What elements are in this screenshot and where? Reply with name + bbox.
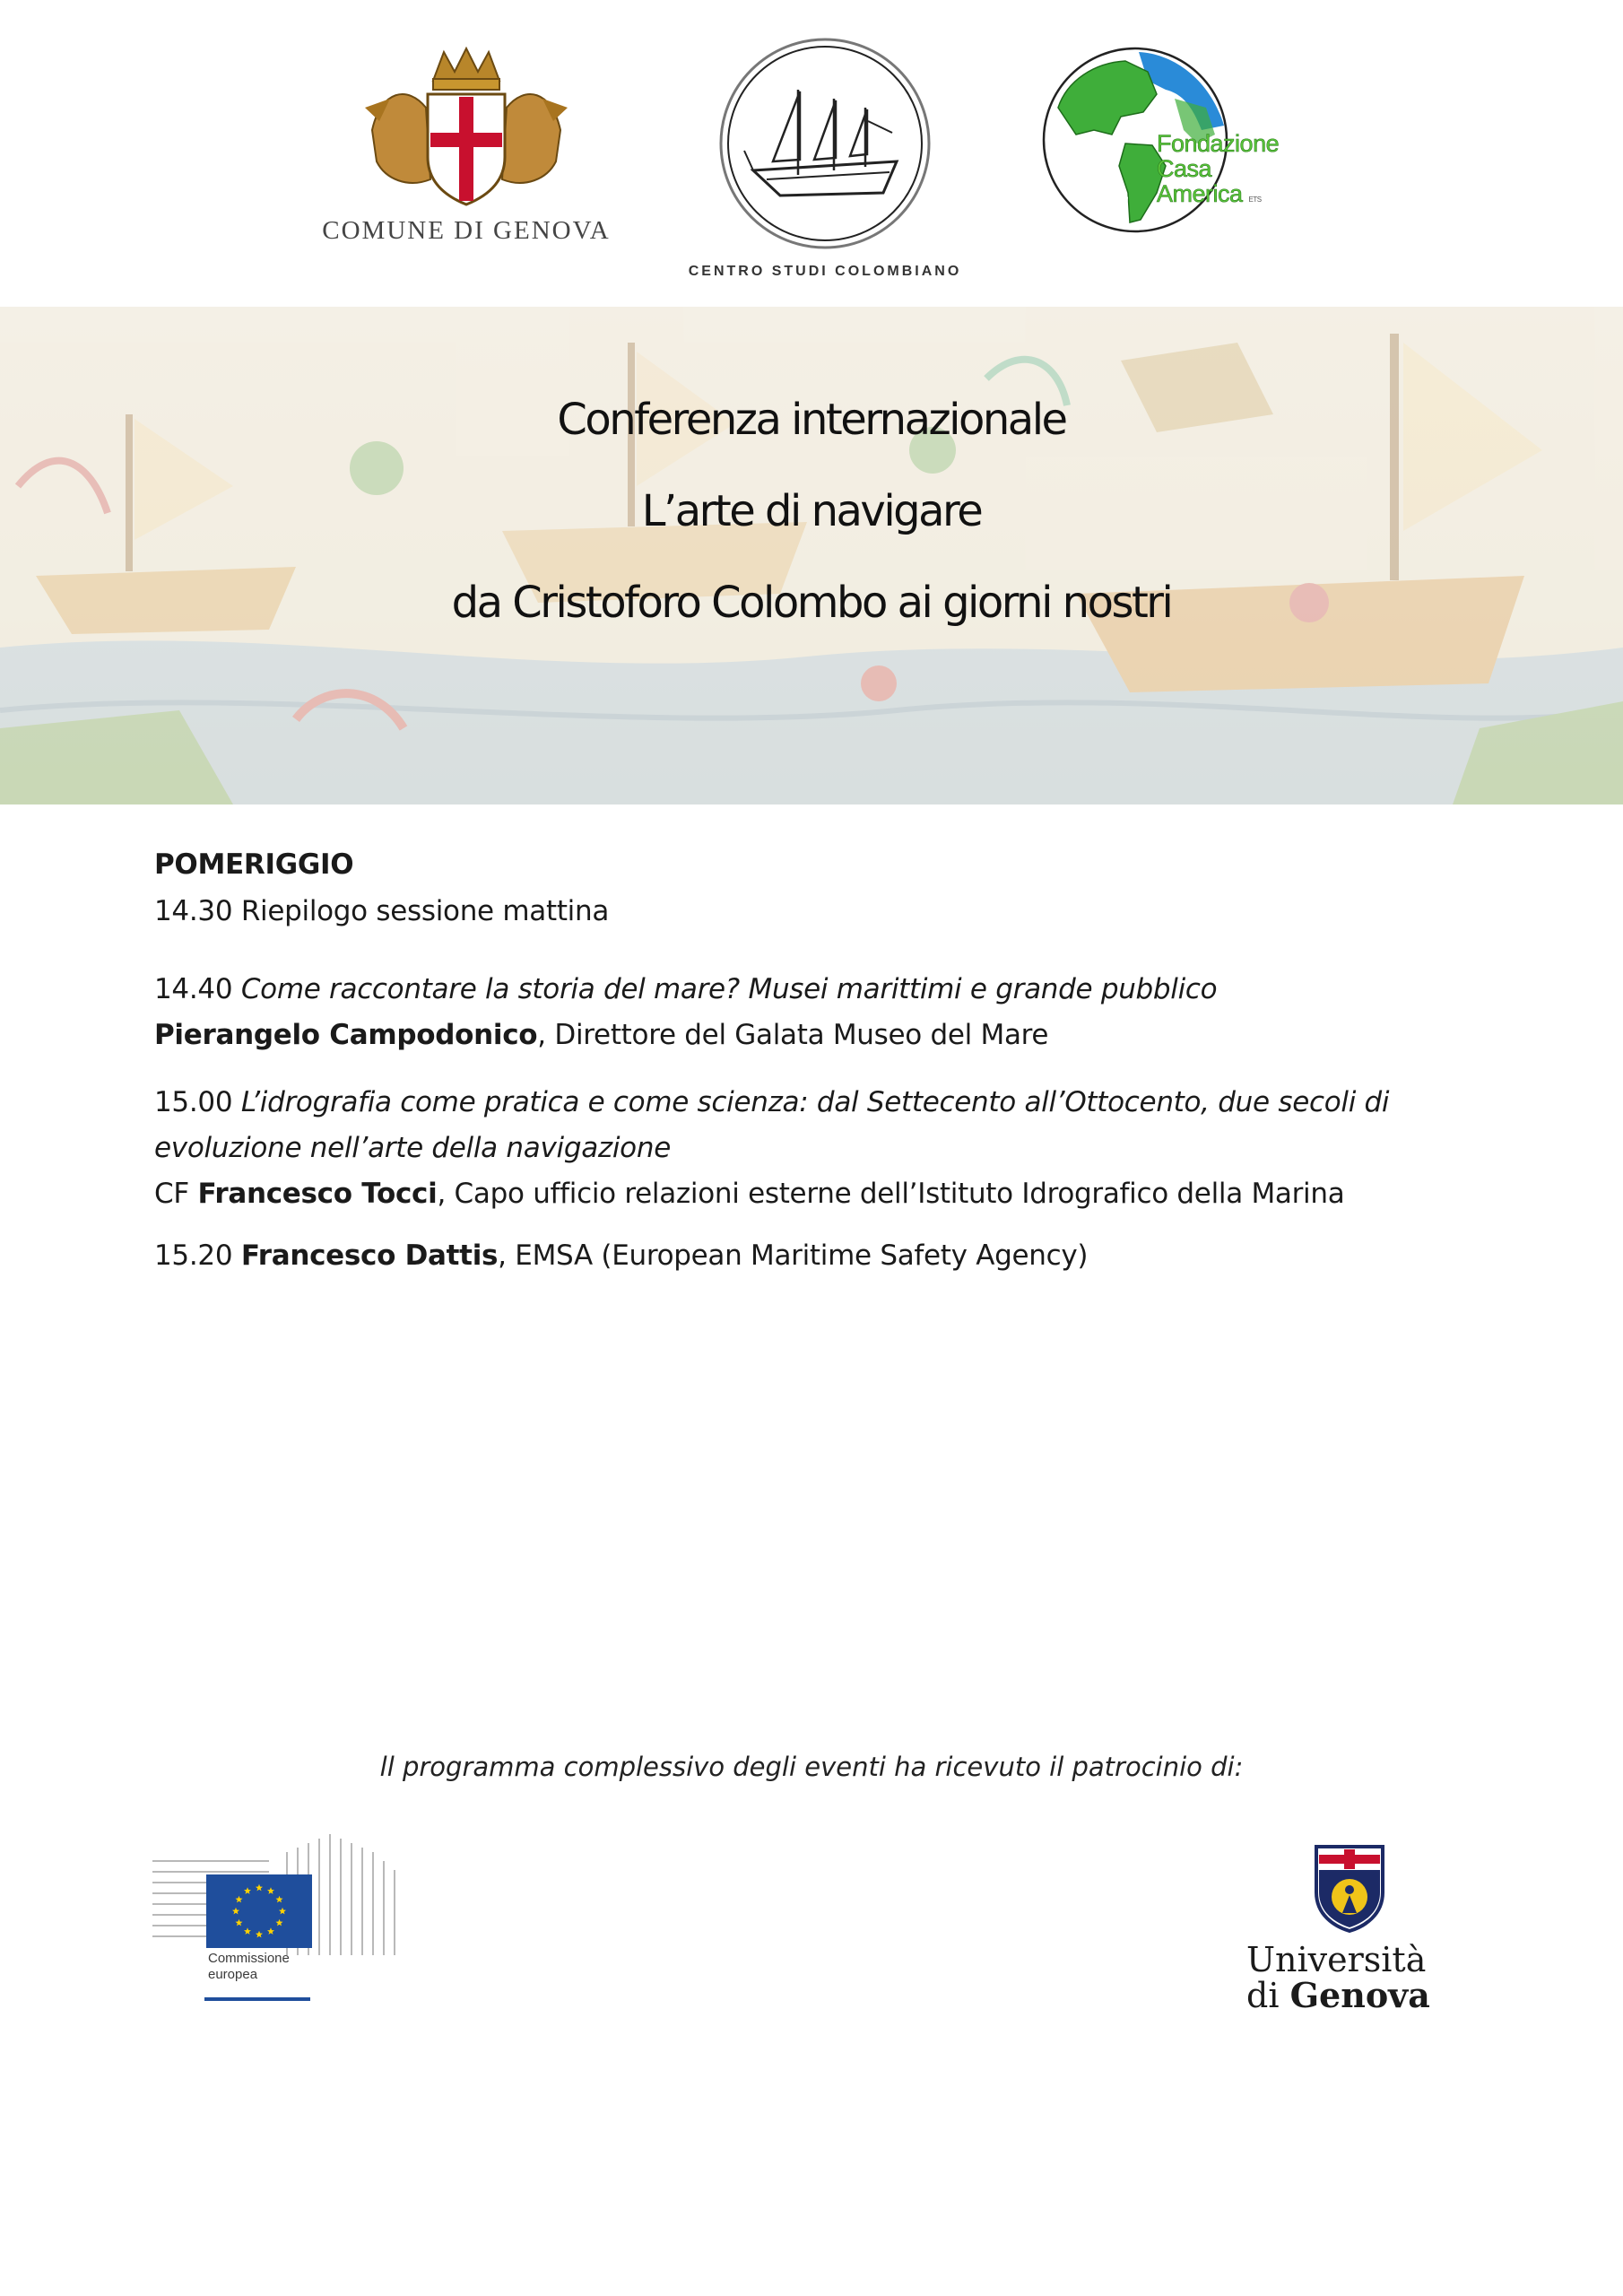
item-2-time: 14.40	[154, 973, 233, 1005]
item-3-time: 15.00	[154, 1086, 233, 1118]
item-1-time: 14.30	[154, 895, 233, 927]
item-2-speaker: Pierangelo Campodonico	[154, 1019, 538, 1051]
eu-caption	[208, 1951, 290, 1983]
program-item-4	[154, 1232, 1088, 1279]
item-1-text: Riepilogo sessione mattina	[240, 895, 610, 927]
program-item-1	[154, 888, 609, 935]
program-item-2	[154, 966, 1217, 1013]
casa-line-1: Fondazione	[1157, 130, 1280, 157]
comune-di-genova-logo	[305, 45, 628, 260]
comune-caption: COMUNE DI GENOVA	[322, 216, 611, 245]
item-2-role: , Direttore del Galata Museo del Mare	[537, 1019, 1049, 1051]
fondazione-casa-america-logo	[1040, 45, 1282, 242]
casa-america-wordmark	[1157, 131, 1279, 213]
centro-caption: CENTRO STUDI COLOMBIANO	[688, 264, 962, 279]
casa-line-3: America	[1157, 180, 1243, 207]
unige-line-2	[1246, 1975, 1462, 2015]
eu-caption-line-1: Commissione	[208, 1951, 290, 1966]
item-3-speaker: Francesco Tocci	[197, 1178, 438, 1210]
casa-ets: ETS	[1248, 196, 1262, 204]
item-3-title-line-1: L’idrografia come pratica e come scienza: dal Settecento all’Ottocento, due secoli di	[240, 1086, 1390, 1118]
item-4-role: , EMSA (European Maritime Safety Agency)	[498, 1239, 1089, 1272]
conference-banner	[0, 307, 1623, 804]
item-4-speaker: Francesco Dattis	[240, 1239, 499, 1272]
item-2-title: Come raccontare la storia del mare? Musei marittimi e grande pubblico	[240, 973, 1218, 1005]
banner-title-line-2: L’arte di navigare	[641, 486, 982, 536]
universita-di-genova-logo	[1246, 1843, 1462, 2022]
unige-line-1: Università	[1246, 1940, 1427, 1979]
item-4-time: 15.20	[154, 1239, 233, 1272]
unige-line-2-name: Genova	[1289, 1975, 1430, 2015]
caravel-ship-icon	[717, 36, 933, 251]
ships-illustration-background	[0, 307, 1623, 804]
genova-coat-of-arms-icon	[363, 45, 569, 211]
program-item-2-speaker-line	[154, 1012, 1048, 1058]
casa-line-2: Casa	[1157, 155, 1212, 182]
program-item-3	[154, 1079, 1389, 1126]
program-item-3-title-cont	[154, 1125, 671, 1171]
centro-studi-colombiano-logo	[681, 36, 968, 296]
eu-caption-line-2: europea	[208, 1967, 258, 1982]
commissione-europea-logo	[152, 1825, 412, 2005]
session-heading	[154, 841, 353, 888]
banner-title-line-1: Conferenza internazionale	[557, 395, 1066, 445]
item-3-prefix: CF	[154, 1178, 189, 1210]
unige-shield-icon	[1309, 1843, 1390, 1933]
session-heading-text: POMERIGGIO	[154, 848, 354, 881]
unige-line-2-prefix: di	[1246, 1976, 1280, 2015]
patronage-text: ll programma complessivo degli eventi ha ricevuto il patrocinio di:	[379, 1752, 1244, 1782]
program-item-3-speaker-line	[154, 1170, 1344, 1217]
banner-title-line-3: da Cristoforo Colombo ai giorni nostri	[451, 578, 1172, 628]
item-3-role: , Capo ufficio relazioni esterne dell’Istituto Idrografico della Marina	[437, 1178, 1345, 1210]
item-3-title-line-2: evoluzione nell’arte della navigazione	[154, 1132, 671, 1164]
